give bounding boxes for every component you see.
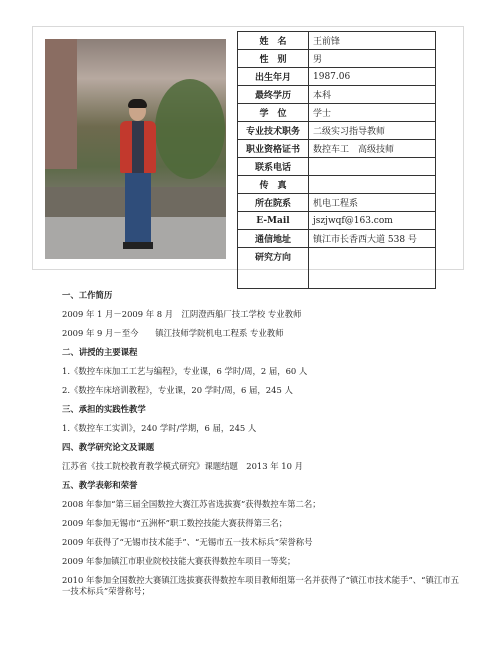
info-value: 1987.06 xyxy=(309,68,436,86)
info-label: 专业技术职务 xyxy=(238,122,309,140)
info-label: 传 真 xyxy=(238,176,309,194)
section-item: 1.《数控车床加工工艺与编程》，专业课，6 学时/周，2 届，60 人 xyxy=(62,366,308,376)
section-heading: 二、讲授的主要课程 xyxy=(62,347,138,357)
photo-jeans xyxy=(125,173,151,243)
section-item: 2008 年参加“第三届全国数控大赛江苏省选拔赛”获得数控车第二名； xyxy=(62,499,321,509)
info-row-certificate xyxy=(238,140,436,158)
info-row-fax xyxy=(238,176,436,194)
info-row-birth xyxy=(238,68,436,86)
info-value xyxy=(309,248,436,289)
info-label: 姓 名 xyxy=(238,32,309,50)
info-value: 二级实习指导教师 xyxy=(309,122,436,140)
info-row-name xyxy=(238,32,436,50)
photo-hair xyxy=(128,99,147,108)
profile-card xyxy=(32,26,464,270)
profile-info-table xyxy=(237,31,436,289)
photo-shirt xyxy=(132,121,144,173)
section-heading: 三、承担的实践性教学 xyxy=(62,404,146,414)
info-label: 研究方向 xyxy=(238,248,309,289)
info-value xyxy=(309,176,436,194)
profile-photo xyxy=(45,39,226,259)
info-value xyxy=(309,158,436,176)
section-item: 2009 年 9 月－至今 镇江技师学院机电工程系 专业教师 xyxy=(62,328,284,338)
info-value: 镇江市长香西大道 538 号 xyxy=(309,230,436,248)
info-label: 性 别 xyxy=(238,50,309,68)
resume-content xyxy=(62,290,462,605)
section-item: 2.《数控车床培训教程》，专业课，20 学时/周，6 届，245 人 xyxy=(62,385,293,395)
info-row-degree xyxy=(238,104,436,122)
info-value: 王前锋 xyxy=(309,32,436,50)
section-item: 2009 年参加镇江市职业院校技能大赛获得数控车项目一等奖； xyxy=(62,556,296,566)
photo-tree xyxy=(155,79,225,179)
info-row-title xyxy=(238,122,436,140)
info-label: 通信地址 xyxy=(238,230,309,248)
section-item: 1.《数控车工实训》，240 学时/学期，6 届，245 人 xyxy=(62,423,257,433)
info-label: 学 位 xyxy=(238,104,309,122)
section-item: 2009 年 1 月－2009 年 8 月 江阴澄西船厂技工学校 专业教师 xyxy=(62,309,302,319)
photo-shoes xyxy=(123,242,153,249)
info-row-email xyxy=(238,212,436,230)
info-value: 数控车工 高级技师 xyxy=(309,140,436,158)
info-row-education xyxy=(238,86,436,104)
info-label: 出生年月 xyxy=(238,68,309,86)
info-label: E-Mail xyxy=(238,212,309,230)
info-label: 所在院系 xyxy=(238,194,309,212)
section-item: 2010 年参加全国数控大赛镇江选拔赛获得数控车项目教师组第一名并获得了“镇江市技术能手”、“镇江市五一技术标兵”荣誉称号； xyxy=(62,575,459,596)
section-heading: 五、教学表彰和荣誉 xyxy=(62,480,138,490)
info-value: jszjwqf@163.com xyxy=(309,212,436,230)
info-value: 学士 xyxy=(309,104,436,122)
photo-person xyxy=(120,101,156,251)
info-row-research xyxy=(238,248,436,289)
section-item: 2009 年参加无锡市“五洲杯”职工数控技能大赛获得第三名； xyxy=(62,518,288,528)
info-value: 机电工程系 xyxy=(309,194,436,212)
info-row-gender xyxy=(238,50,436,68)
section-heading: 四、教学研究论文及课题 xyxy=(62,442,155,452)
info-row-address xyxy=(238,230,436,248)
section-item: 2009 年获得了“无锡市技术能手”、“无锡市五一技术标兵”荣誉称号 xyxy=(62,537,313,547)
info-label: 联系电话 xyxy=(238,158,309,176)
info-value: 本科 xyxy=(309,86,436,104)
info-label: 职业资格证书 xyxy=(238,140,309,158)
section-heading: 一、工作简历 xyxy=(62,290,113,300)
info-value: 男 xyxy=(309,50,436,68)
info-row-department xyxy=(238,194,436,212)
section-item: 江苏省《技工院校教育教学模式研究》课题结题 2013 年 10 月 xyxy=(62,461,303,471)
photo-tower xyxy=(45,39,77,169)
info-row-phone xyxy=(238,158,436,176)
info-label: 最终学历 xyxy=(238,86,309,104)
